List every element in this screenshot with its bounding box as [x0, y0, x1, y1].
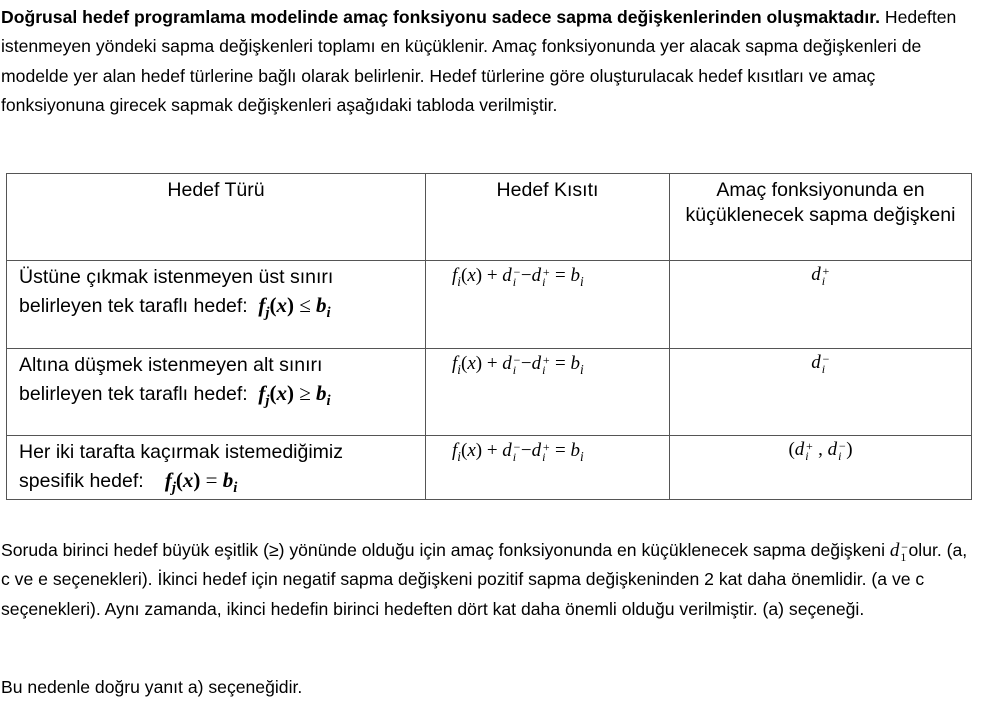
deviation-cell	[670, 261, 972, 349]
goal-type-formula: $f_j(x) \ge b_i$	[253, 381, 331, 410]
goal-type-line1: Her iki tarafta kaçırmak istemediğimiz	[19, 441, 343, 463]
explanation-text-1: Soruda birinci hedef büyük eşitlik (≥) yönünde olduğu için amaç fonksiyonunda en küçüklenecek sapma değişkeni	[1, 540, 890, 560]
goal-type-cell	[7, 436, 426, 500]
header-deviation-variable: Amaç fonksiyonunda en küçüklenecek sapma değişkeni	[670, 174, 972, 261]
goal-type-line2: belirleyen tek taraflı hedef:	[19, 383, 248, 405]
goal-constraint-formula: $f_i(x) + d$ − i −d + i = $b_i$	[452, 352, 584, 377]
goal-type-line1: Üstüne çıkmak istenmeyen üst sınırı	[19, 266, 334, 288]
intro-text: Hedeften istenmeyen yöndeki sapma değişkenleri toplamı en küçüklenir. Amaç fonksiyonunda yer alacak sapma değişkenleri de modelde yer alan hedef türlerine bağlı olarak belirlenir. Hedef türlerine göre oluşturulacak hedef kısıtları ve amaç fonksiyonuna girecek sapmak değişkenleri aşağıdaki tabloda verilmiştir.	[1, 7, 957, 116]
goal-type-line2: belirleyen tek taraflı hedef:	[19, 295, 248, 317]
table-header-row	[7, 174, 972, 261]
goal-type-formula: $f_j(x) \le b_i$	[253, 293, 331, 322]
deviation-formula: d − i	[811, 351, 830, 376]
deviation-formula: (d + i , d − i )	[788, 438, 853, 463]
deviation-cell	[670, 349, 972, 436]
conclusion-paragraph: Bu nedenle doğru yanıt a) seçeneğidir.	[1, 677, 303, 697]
goal-type-cell	[7, 349, 426, 436]
goal-constraint-formula: $f_i(x) + d$ − i −d + i = $b_i$	[452, 264, 584, 289]
table-row	[7, 261, 972, 349]
deviation-formula: d + i	[811, 263, 830, 288]
goal-constraint-formula: $f_i(x) + d$ − i −d + i = $b_i$	[452, 439, 584, 464]
header-goal-constraint: Hedef Kısıtı	[426, 174, 670, 261]
deviation-cell	[670, 436, 972, 500]
table-row	[7, 436, 972, 500]
explanation-deviation-formula: d − 1	[889, 539, 909, 564]
intro-paragraph	[1, 3, 976, 121]
goal-constraint-cell	[426, 261, 670, 349]
goal-type-line2: spesifik hedef:	[19, 470, 144, 492]
table-row	[7, 349, 972, 436]
goal-type-formula: $f_j(x) = b_i$	[149, 468, 238, 497]
goal-types-table	[6, 173, 972, 500]
explanation-paragraph	[1, 536, 976, 624]
goal-type-cell	[7, 261, 426, 349]
explanation-text-2: olur. (a, c ve e seçenekleri). İkinci hedef için negatif sapma değişkeni pozitif sapma değişkeninden 2 kat daha önemlidir. (a ve c seçenekleri). Aynı zamanda, ikinci hedefin birinci hedeften dört kat daha önemli olduğu verilmiştir. (a) seçeneği.	[1, 540, 968, 619]
goal-type-line1: Altına düşmek istenmeyen alt sınırı	[19, 354, 323, 376]
goal-constraint-cell	[426, 436, 670, 500]
goal-constraint-cell	[426, 349, 670, 436]
header-goal-type: Hedef Türü	[7, 174, 426, 261]
intro-bold-text: Doğrusal hedef programlama modelinde amaç fonksiyonu sadece sapma değişkenlerinden oluşmaktadır.	[1, 7, 880, 27]
